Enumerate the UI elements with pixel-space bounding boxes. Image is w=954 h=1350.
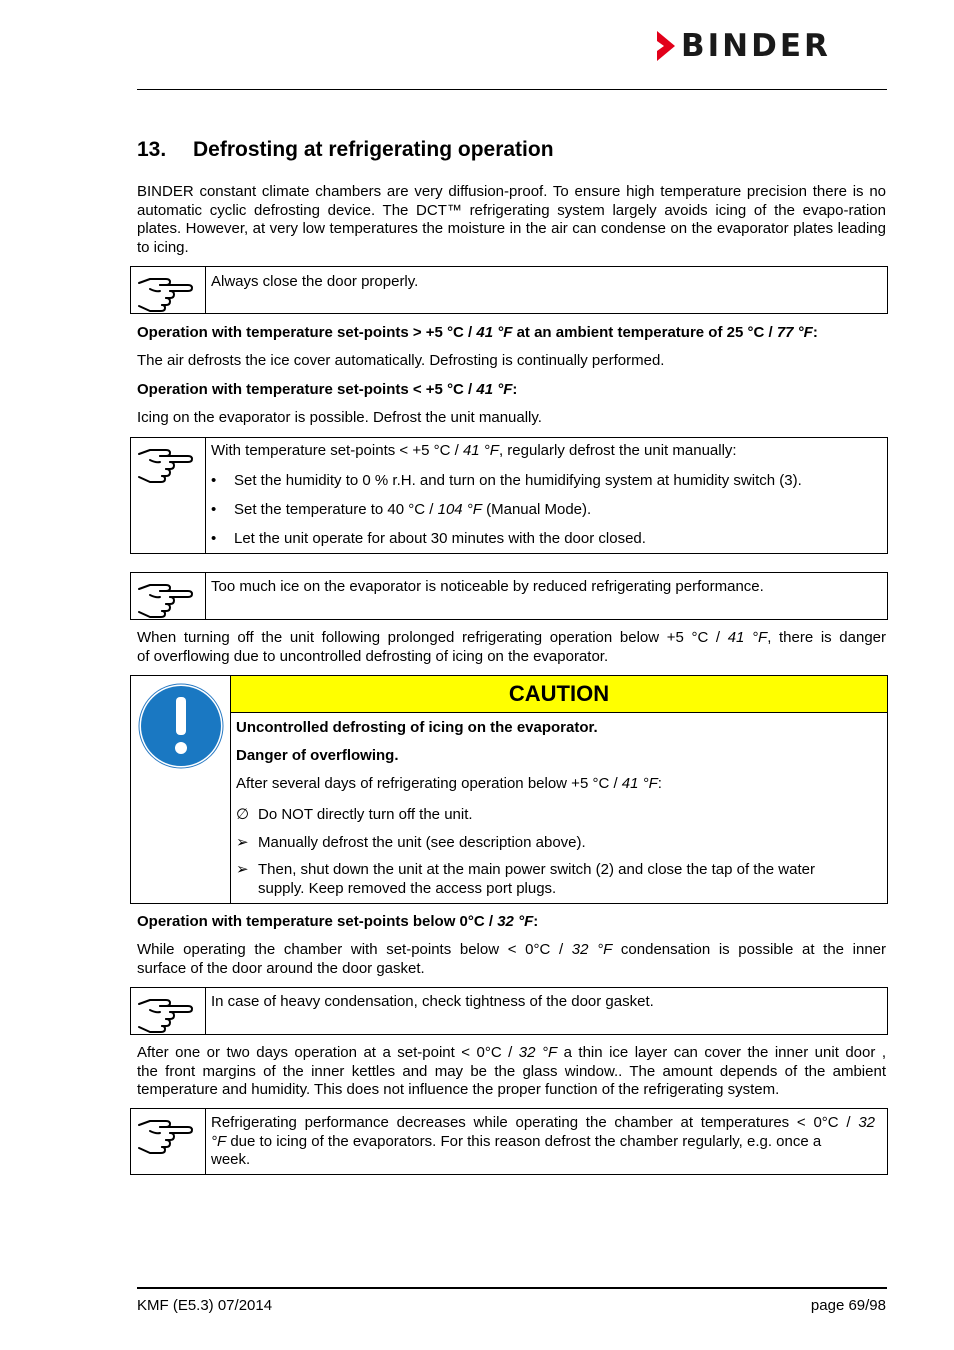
bullet-text: Let the unit operate for about 30 minutes with the door closed.	[234, 530, 646, 547]
op1-heading-b-it: 77 °F	[776, 324, 813, 341]
op3-heading-it: 32 °F	[497, 913, 534, 930]
bullet-text-it: 104 °F	[437, 501, 482, 518]
note-door-gasket	[130, 987, 888, 1035]
op3-text-it: 32 °F	[571, 941, 613, 958]
caution-l3-it: 41 °F	[621, 775, 658, 792]
bullet-dot: •	[211, 501, 217, 518]
caution-step-3	[258, 860, 867, 898]
after-d: temperature and humidity. This does not influence the proper function of the refrigerating system.	[137, 1081, 780, 1099]
note-close-door	[130, 266, 888, 314]
note-manual-defrost	[130, 437, 888, 554]
note2-intro-it: 41 °F	[462, 442, 499, 459]
op1-heading-end: :	[812, 324, 818, 341]
after-b: a thin ice layer can cover the inner unit door ,	[557, 1044, 886, 1061]
warn-b: , there is danger	[767, 629, 887, 646]
caution-step-3-a: Then, shut down the unit at the main power switch (2) and close the tap of the water	[258, 861, 815, 878]
pointing-hand-icon	[136, 579, 198, 619]
after-paragraph	[137, 1044, 886, 1100]
caution-title: CAUTION	[231, 676, 887, 713]
op2-heading-a: Operation with temperature set-points < +5 °C /	[137, 381, 477, 398]
caution-step-2: Manually defrost the unit (see description above).	[258, 834, 586, 851]
note5-it2: °F	[211, 1132, 227, 1150]
caution-icon-cell	[131, 676, 231, 903]
op2-text: Icing on the evaporator is possible. Defrost the unit manually.	[137, 409, 542, 426]
note5-text	[211, 1114, 875, 1170]
op3-text	[137, 941, 886, 978]
op1-heading-a: Operation with temperature set-points > +5 °C /	[137, 324, 477, 341]
caution-box	[130, 675, 888, 904]
section-title	[137, 138, 554, 162]
warn-it: 41 °F	[727, 629, 768, 646]
op3-text-a: While operating the chamber with set-points below < 0°C /	[137, 941, 572, 958]
op3-heading-end: :	[533, 913, 539, 930]
note5-a: Refrigerating performance decreases while operating the chamber at temperatures < 0°C /	[211, 1114, 859, 1131]
op1-heading	[137, 324, 886, 343]
warn-c: of overflowing due to uncontrolled defrosting of icing on the evaporator.	[137, 647, 609, 665]
caution-l3-a: After several days of refrigerating operation below +5 °C /	[236, 775, 622, 792]
bullet-text	[234, 501, 591, 518]
op1-heading-a-it: 41 °F	[476, 324, 513, 341]
after-c: the front margins of the inner kettles and may be the glass window.. The amount depends of the ambient	[137, 1062, 886, 1080]
bullet-dot: •	[211, 472, 217, 489]
caution-line-2: Danger of overflowing.	[236, 747, 399, 764]
bullet-text-a: Set the temperature to 40 °C /	[234, 501, 438, 518]
prohibited-icon: ∅	[236, 806, 250, 823]
section-title-text: Defrosting at refrigerating operation	[193, 138, 554, 161]
after-it: 32 °F	[518, 1044, 558, 1061]
section-number: 13.	[137, 138, 167, 161]
bullet-text-b: (Manual Mode).	[481, 501, 592, 518]
caution-step-1: Do NOT directly turn off the unit.	[258, 806, 473, 823]
note2-intro	[211, 442, 875, 461]
exclamation-icon	[137, 681, 225, 771]
note-icon-cell	[131, 267, 206, 313]
note-text: Too much ice on the evaporator is noticeable by reduced refrigerating performance.	[211, 578, 764, 595]
header-rule	[137, 89, 887, 90]
op1-heading-b: at an ambient temperature of 25 °C /	[512, 324, 777, 341]
op3-heading-a: Operation with temperature set-points below 0°C /	[137, 913, 498, 930]
note-icon-cell	[131, 988, 206, 1034]
note5-c: week.	[211, 1151, 251, 1169]
note-icon-cell	[131, 438, 206, 553]
op1-text: The air defrosts the ice cover automatically. Defrosting is continually performed.	[137, 352, 665, 369]
pointing-hand-icon	[136, 994, 198, 1034]
note-text: In case of heavy condensation, check tightness of the door gasket.	[211, 993, 654, 1010]
pointing-hand-icon	[136, 444, 198, 484]
intro-paragraph: BINDER constant climate chambers are very diffusion-proof. To ensure high temperature precision there is no automatic cyclic defrosting device. The DCT™ refrigerating system largely avoids icing of the evapo-ration plates. However, at very low temperatures the moisture in the air can condense on the evaporator plates leading to icing.	[137, 183, 886, 256]
note5-b: due to icing of the evaporators. For this reason defrost the chamber regularly, e.g. once a	[226, 1132, 822, 1150]
bullet-text: Set the humidity to 0 % r.H. and turn on the humidifying system at humidity switch (3).	[234, 472, 802, 489]
bullet-dot: •	[211, 530, 217, 547]
warn-a: When turning off the unit following prolonged refrigerating operation below +5 °C /	[137, 629, 728, 646]
note-icon-cell	[131, 1109, 206, 1174]
note-ice-performance	[130, 572, 888, 620]
footer-page-number: page 69/98	[810, 1297, 886, 1314]
op3-heading	[137, 913, 886, 932]
op2-heading	[137, 381, 886, 400]
binder-arrow-icon	[655, 29, 677, 63]
note-refrigerating-performance	[130, 1108, 888, 1175]
footer-rule	[137, 1287, 887, 1289]
footer-doc-id: KMF (E5.3) 07/2014	[137, 1297, 273, 1314]
caution-step-3-b: supply. Keep removed the access port plugs.	[258, 880, 557, 897]
arrow-icon: ➢	[236, 834, 249, 851]
pointing-hand-icon	[136, 273, 198, 313]
caution-line-3	[236, 775, 867, 794]
caution-l3-b: :	[657, 775, 662, 792]
brand-name: BINDER	[681, 28, 831, 64]
note2-intro-b: , regularly defrost the unit manually:	[498, 442, 737, 459]
warn-paragraph	[137, 629, 886, 666]
note-text: Always close the door properly.	[211, 273, 419, 290]
after-a: After one or two days operation at a set-point < 0°C /	[137, 1044, 519, 1061]
op3-text-c: surface of the door around the door gasket.	[137, 959, 425, 977]
op2-heading-it: 41 °F	[476, 381, 513, 398]
note2-intro-a: With temperature set-points < +5 °C /	[211, 442, 463, 459]
note5-it1: 32	[858, 1114, 875, 1131]
caution-line-1: Uncontrolled defrosting of icing on the evaporator.	[236, 719, 598, 736]
op2-heading-end: :	[512, 381, 518, 398]
binder-logo	[655, 28, 831, 64]
op3-text-b: condensation is possible at the inner	[612, 941, 887, 958]
pointing-hand-icon	[136, 1115, 198, 1155]
note-icon-cell	[131, 573, 206, 619]
arrow-icon: ➢	[236, 861, 249, 878]
